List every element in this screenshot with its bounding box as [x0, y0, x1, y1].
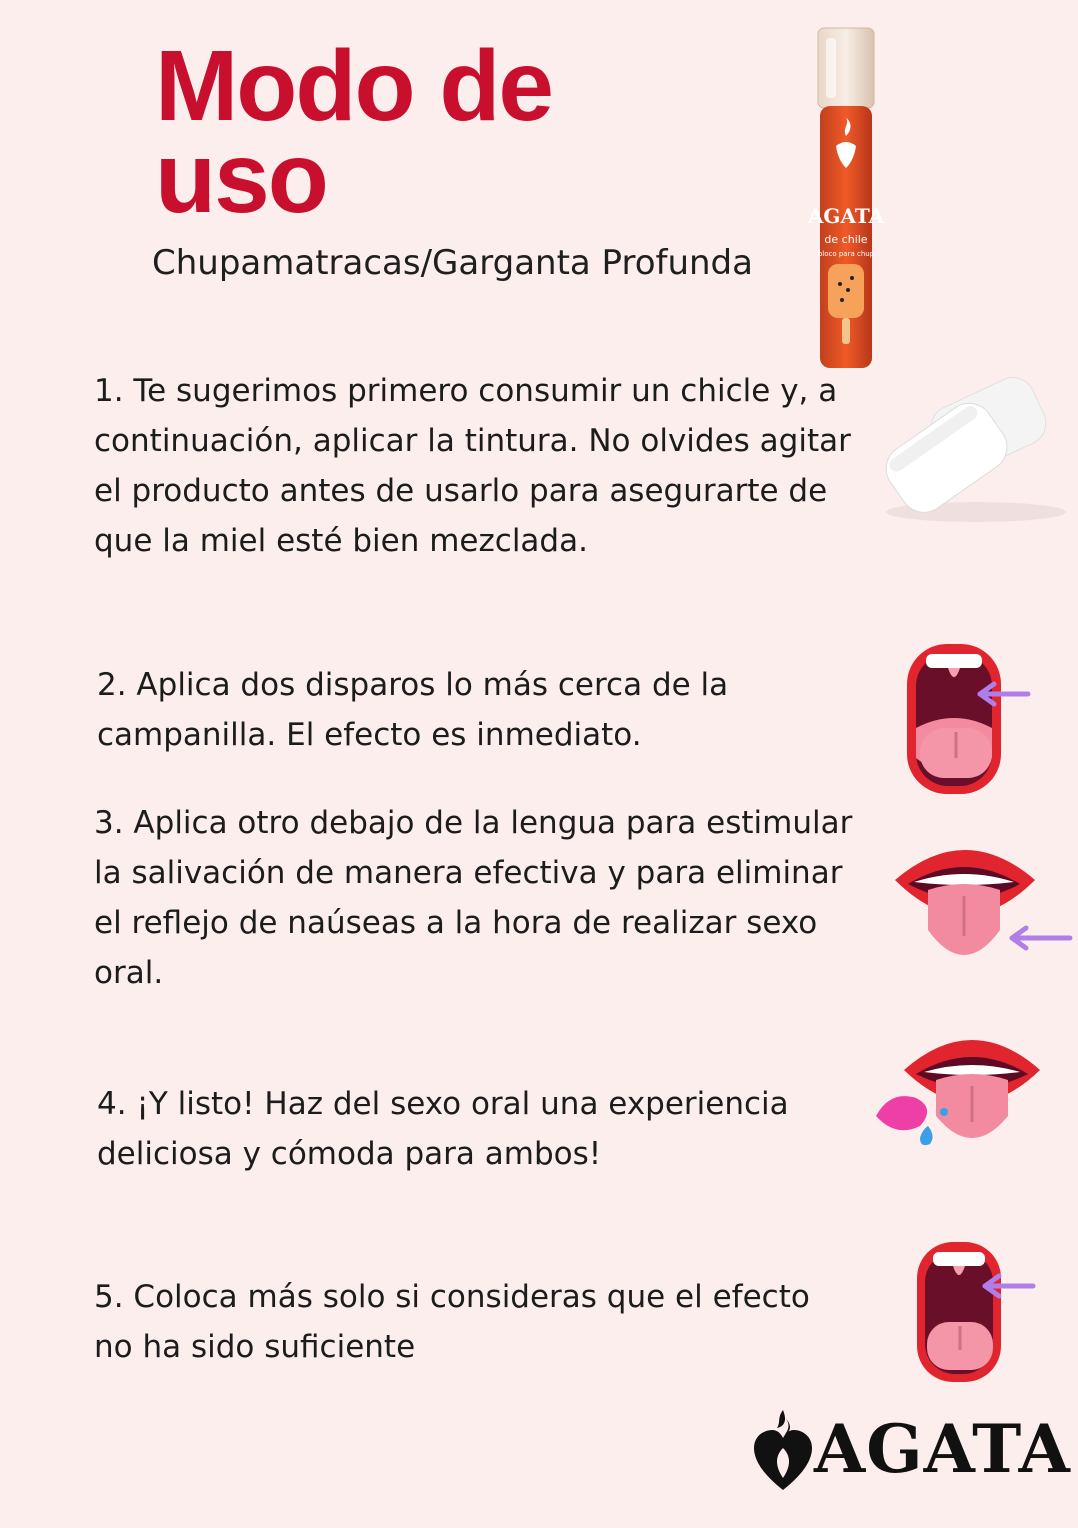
- open-mouth-uvula-icon-2: [913, 1238, 1038, 1388]
- svg-text:bloco para chup: bloco para chup: [817, 250, 875, 258]
- svg-text:de chile: de chile: [824, 233, 868, 246]
- heart-flame-icon: [752, 1406, 814, 1492]
- svg-text:AGATA: AGATA: [807, 204, 885, 228]
- step-2-text: 2. Aplica dos disparos lo más cerca de la campanilla. El efecto es inmediato.: [97, 667, 729, 753]
- tongue-drops-icon: [872, 1030, 1042, 1155]
- page-title: Modo de uso: [155, 30, 553, 234]
- step-3-text: 3. Aplica otro debajo de la lengua para estimular la salivación de manera efectiva y para eliminar el reflejo de naúseas a la hora de realizar sexo oral.: [94, 805, 853, 991]
- brand-logo: [752, 1406, 1071, 1492]
- brand-name: AGATA: [814, 1410, 1071, 1488]
- open-mouth-uvula-icon: [902, 640, 1037, 800]
- spray-bottle-icon: [807, 28, 885, 370]
- page-subtitle: Chupamatracas/Garganta Profunda: [152, 243, 753, 283]
- step-5-text: 5. Coloca más solo si consideras que el efecto no ha sido suficiente: [94, 1279, 810, 1365]
- step-4-text: 4. ¡Y listo! Haz del sexo oral una experiencia deliciosa y cómoda para ambos!: [97, 1086, 789, 1172]
- tongue-out-icon: [890, 840, 1075, 975]
- chewing-gum-icon: [866, 362, 1066, 532]
- step-1-text: 1. Te sugerimos primero consumir un chicle y, a continuación, aplicar la tintura. No olvides agitar el producto antes de usarlo para asegurarte de que la miel esté bien mezclada.: [94, 373, 851, 559]
